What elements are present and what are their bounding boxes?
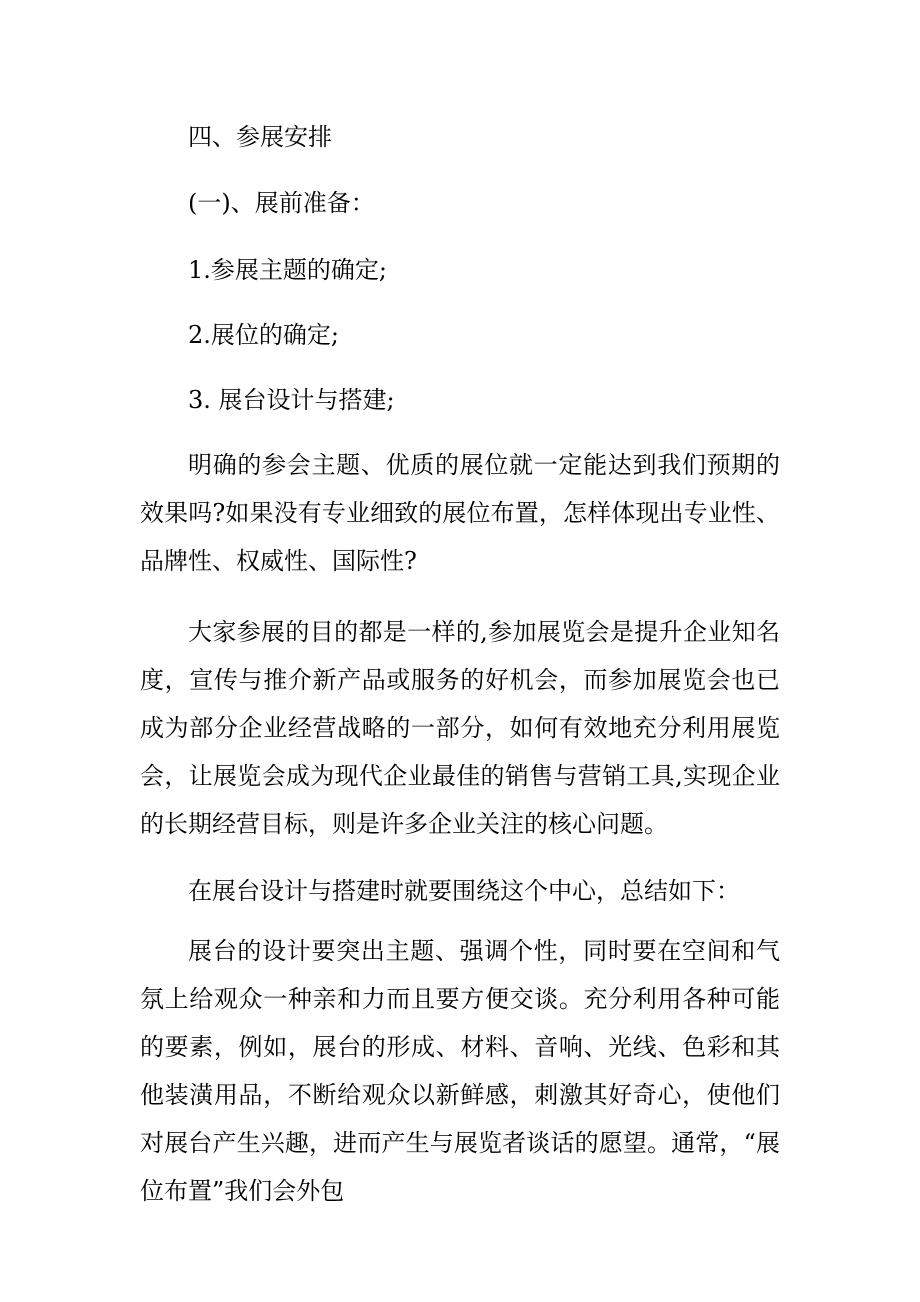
paragraph: 明确的参会主题、优质的展位就一定能达到我们预期的效果吗?如果没有专业细致的展位布置，怎样体现出专业性、品牌性、权威性、国际性? [140,451,780,575]
paragraph: 在展台设计与搭建时就要围绕这个中心，总结如下： [188,877,740,905]
section-heading: 四、参展安排 [188,123,332,151]
list-item: 3. 展台设计与搭建; [188,386,395,414]
list-item: 2.展位的确定; [188,321,339,349]
list-item: 1.参展主题的确定; [188,256,387,284]
paragraph: 大家参展的目的都是一样的,参加展览会是提升企业知名度，宣传与推介新产品或服务的好机会，而参加展览会也已成为部分企业经营战略的一部分，如何有效地充分利用展览会，让展览会成为现代企业最佳的销售与营销工具,实现企业的长期经营目标，则是许多企业关注的核心问题。 [140,618,780,838]
paragraph: 展台的设计要突出主题、强调个性，同时要在空间和气氛上给观众一种亲和力而且要方便交谈。充分利用各种可能的要素，例如，展台的形成、材料、音响、光线、色彩和其他装潢用品，不断给观众以新鲜感，刺激其好奇心，使他们对展台产生兴趣，进而产生与展览者谈话的愿望。通常，“展位布置”我们会外包 [140,937,780,1205]
subsection-heading: (一)、展前准备： [188,189,375,217]
